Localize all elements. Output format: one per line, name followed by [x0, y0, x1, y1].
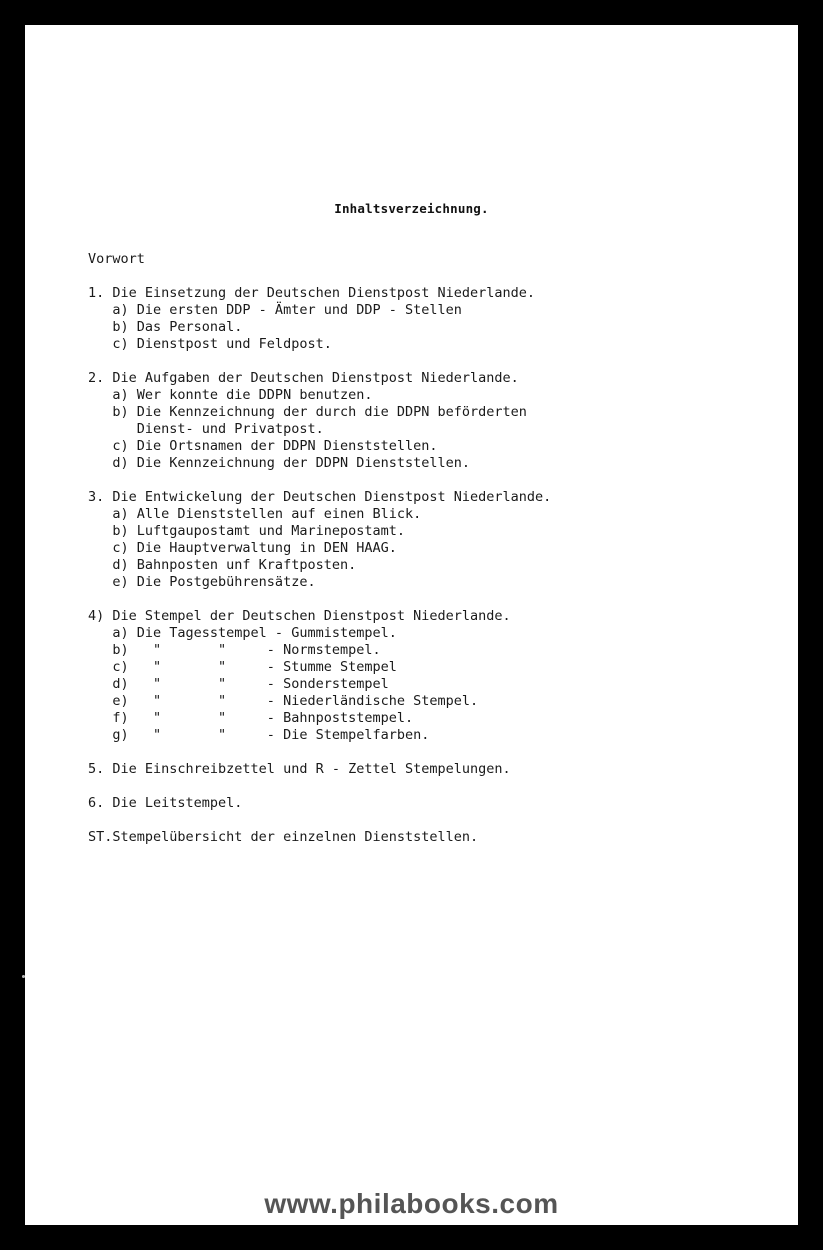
toc-entry: a) Wer konnte die DDPN benutzen.: [88, 387, 373, 403]
toc-entry: b) Luftgaupostamt und Marinepostamt.: [88, 523, 405, 539]
document-page: [25, 25, 798, 1225]
toc-entry: d) Die Kennzeichnung der DDPN Dienststellen.: [88, 455, 471, 471]
toc-entry: c) Die Ortsnamen der DDPN Dienststellen.: [88, 438, 438, 454]
toc-entry: e) " " - Niederländische Stempel.: [88, 693, 479, 709]
toc-entry: g) " " - Die Stempelfarben.: [88, 727, 430, 743]
section-gap: [88, 591, 778, 608]
toc-heading: 2. Die Aufgaben der Deutschen Dienstpost Niederlande.: [88, 370, 519, 386]
toc-entry: a) Die Tagesstempel - Gummistempel.: [88, 625, 397, 641]
scan-speck: [22, 975, 25, 978]
toc-heading: 6. Die Leitstempel.: [88, 795, 243, 811]
toc-entry: a) Alle Dienststellen auf einen Blick.: [88, 506, 422, 522]
section-gap: [88, 744, 778, 761]
toc-entry: b) Das Personal.: [88, 319, 243, 335]
toc-entry: a) Die ersten DDP - Ämter und DDP - Stellen: [88, 302, 462, 318]
toc-entry: f) " " - Bahnpoststempel.: [88, 710, 414, 726]
section-gap: [88, 472, 778, 489]
toc-heading: 1. Die Einsetzung der Deutschen Dienstpost Niederlande.: [88, 285, 536, 301]
toc-heading: 4) Die Stempel der Deutschen Dienstpost Niederlande.: [88, 608, 511, 624]
toc-entry: c) Dienstpost und Feldpost.: [88, 336, 332, 352]
toc-entry: e) Die Postgebührensätze.: [88, 574, 316, 590]
toc-entry: b) Die Kennzeichnung der durch die DDPN beförderten: [88, 404, 527, 420]
section-gap: [88, 812, 778, 829]
section-gap: [88, 268, 778, 285]
page-title: Inhaltsverzeichnung.: [334, 201, 489, 216]
toc-entry: c) Die Hauptverwaltung in DEN HAAG.: [88, 540, 397, 556]
toc-entry: Dienst- und Privatpost.: [88, 421, 324, 437]
section-gap: [88, 778, 778, 795]
toc-entry: c) " " - Stumme Stempel: [88, 659, 397, 675]
section-gap: [88, 353, 778, 370]
toc-entry: d) Bahnposten unf Kraftposten.: [88, 557, 357, 573]
toc-heading: Vorwort: [88, 251, 145, 267]
watermark-url: www.philabooks.com: [264, 1188, 559, 1219]
toc-entry: b) " " - Normstempel.: [88, 642, 381, 658]
toc-heading: ST.Stempelübersicht der einzelnen Dienststellen.: [88, 829, 479, 845]
toc-heading: 3. Die Entwickelung der Deutschen Dienstpost Niederlande.: [88, 489, 552, 505]
table-of-contents: [88, 251, 778, 846]
toc-heading: 5. Die Einschreibzettel und R - Zettel Stempelungen.: [88, 761, 511, 777]
toc-entry: d) " " - Sonderstempel: [88, 676, 389, 692]
